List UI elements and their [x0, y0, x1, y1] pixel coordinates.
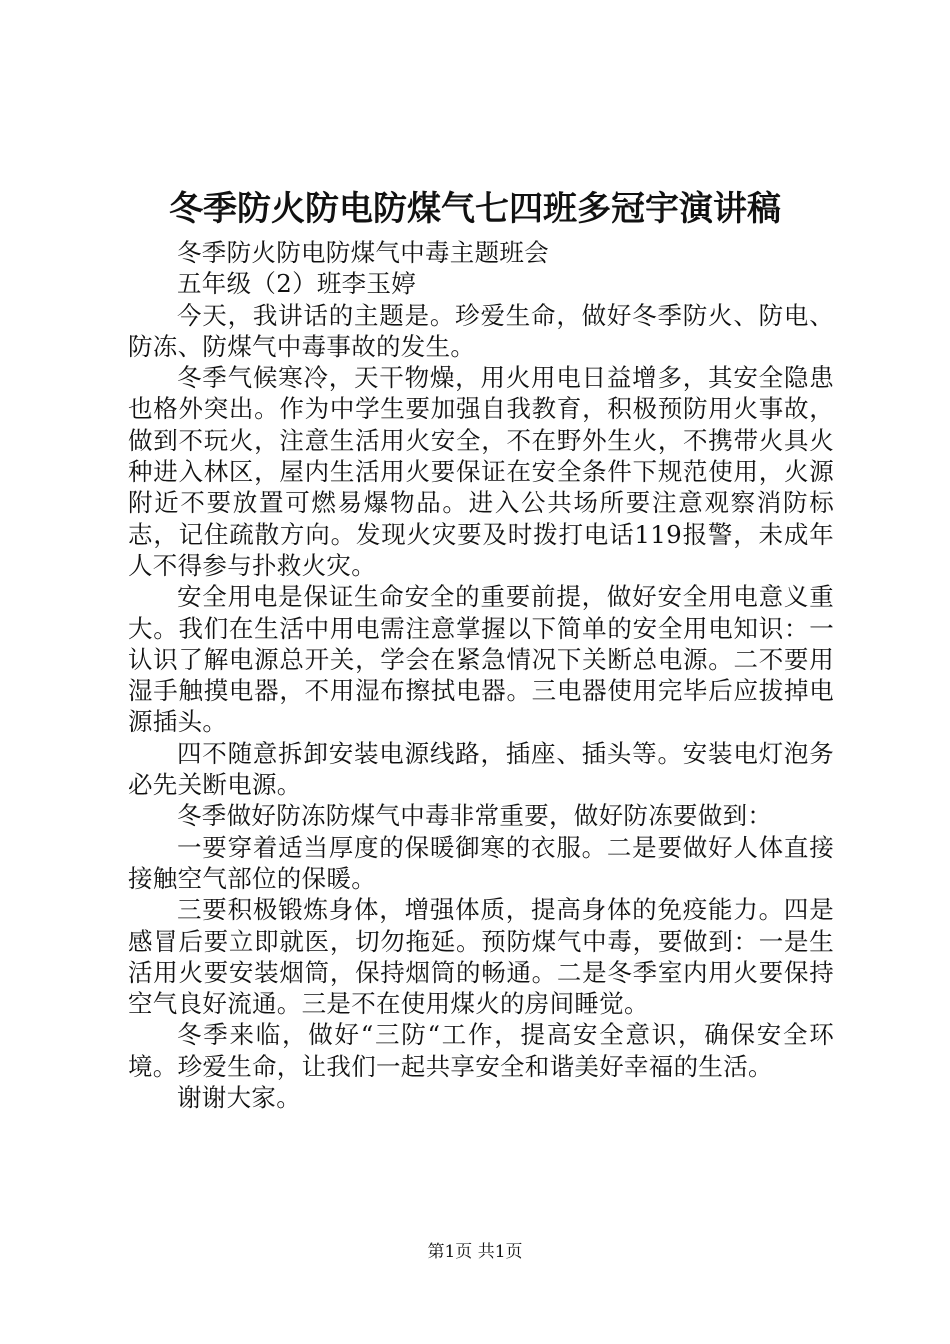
- paragraph: 冬季做好防冻防煤气中毒非常重要，做好防冻要做到：: [177, 801, 773, 831]
- document-body: [128, 237, 834, 1113]
- paragraph-subtitle: 冬季防火防电防煤气中毒主题班会: [177, 238, 549, 267]
- paragraph-author: 五年级（2）班李玉婷: [177, 269, 417, 299]
- paragraph: 四不随意拆卸安装电源线路，插座、插头等。安装电灯泡务必先关断电源。: [128, 738, 834, 800]
- document-title: 冬季防火防电防煤气七四班多冠宇演讲稿: [169, 189, 781, 229]
- paragraph: 冬季来临，做好“三防“工作，提高安全意识，确保安全环境。珍爱生命，让我们一起共享安全和谐美好幸福的生活。: [128, 1020, 834, 1081]
- paragraph: 一要穿着适当厚度的保暖御寒的衣服。二是要做好人体直接接触空气部位的保暖。: [128, 832, 834, 893]
- paragraph: 三要积极锻炼身体，增强体质，提高身体的免疫能力。四是感冒后要立即就医，切勿拖延。预防煤气中毒，要做到：一是生活用火要安装烟筒，保持烟筒的畅通。二是冬季室内用火要保持空气良好流通。三是不在使用煤火的房间睡觉。: [128, 895, 834, 1019]
- paragraph: 冬季气候寒冷，天干物燥，用火用电日益增多，其安全隐患也格外突出。作为中学生要加强自我教育，积极预防用火事故，做到不玩火，注意生活用火安全，不在野外生火，不携带火具火种进入林区，屋内生活用火要保证在安全条件下规范使用，火源附近不要放置可燃易爆物品。进入公共场所要注意观察消防标志，记住疏散方向。发现火灾要及时拨打电话119报警，未成年人不得参与扑救火灾。: [128, 363, 834, 580]
- paragraph: 安全用电是保证生命安全的重要前提，做好安全用电意义重大。我们在生活中用电需注意掌握以下简单的安全用电知识：一认识了解电源总开关，学会在紧急情况下关断总电源。二不要用湿手触摸电器，不用湿布擦拭电器。三电器使用完毕后应拔掉电源插头。: [128, 582, 834, 737]
- paragraph: 今天，我讲话的主题是。珍爱生命，做好冬季防火、防电、防冻、防煤气中毒事故的发生。: [128, 300, 834, 361]
- paragraph-closing: 谢谢大家。: [177, 1083, 301, 1113]
- page-footer: 第1页 共1页: [427, 1242, 523, 1262]
